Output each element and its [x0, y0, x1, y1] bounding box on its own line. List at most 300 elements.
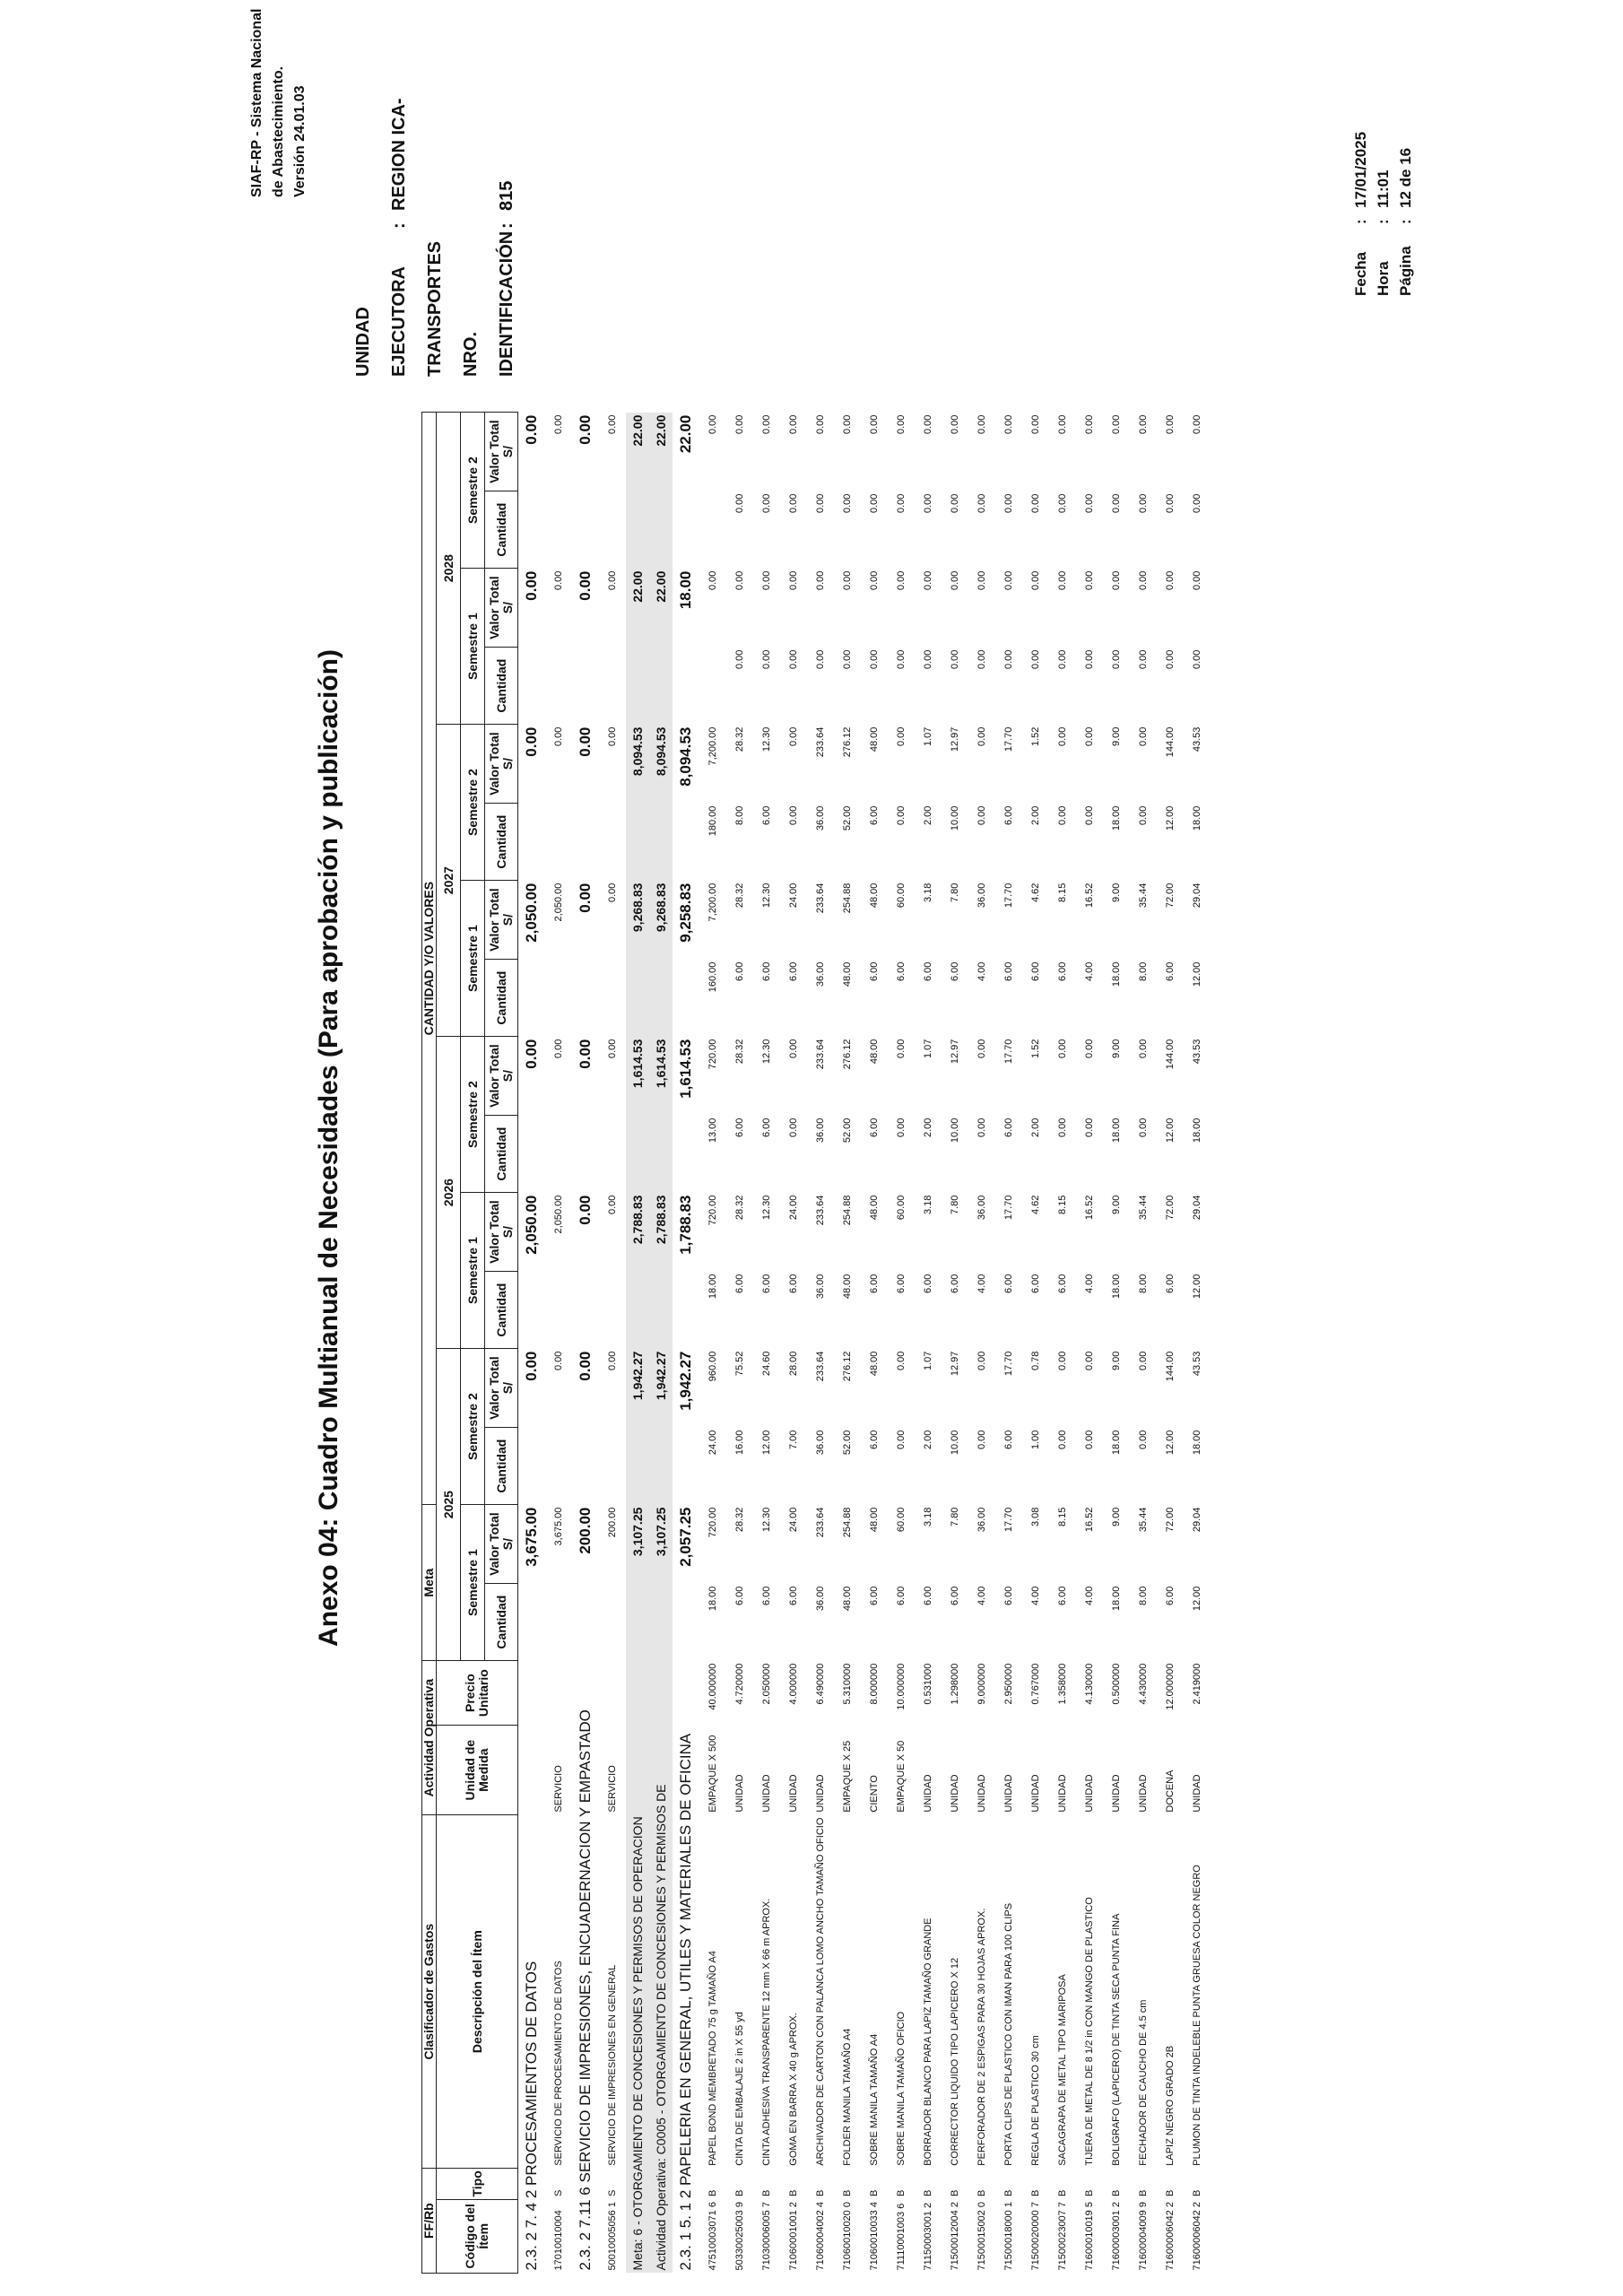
value-cell: 233.64 [815, 883, 826, 914]
quantity-cell: 18.00 [1111, 1118, 1122, 1144]
th-cantidad: Cantidad [485, 1428, 518, 1505]
quantity-cell [572, 648, 599, 725]
quantity-cell: 12.00 [1165, 805, 1176, 831]
quantity-cell: 0.00 [734, 493, 745, 514]
quantity-cell: 0.00 [1111, 493, 1122, 514]
quantity-cell [518, 648, 546, 725]
quantity-cell [599, 648, 626, 725]
value-cell: 9.00 [1111, 1195, 1122, 1215]
value-cell: 0.00 [553, 414, 564, 435]
quantity-cell: 48.00 [842, 1586, 853, 1612]
item-unit: UNIDAD [1192, 1774, 1202, 1813]
item-unit-price [545, 1661, 572, 1726]
table-row [834, 413, 861, 2274]
th-valor: Valor Total S/ [485, 569, 518, 648]
value-cell: 48.00 [869, 1039, 880, 1065]
item-code: 71060004002 4 [815, 2202, 826, 2271]
item-description: PORTA CLIPS DE PLASTICO CON IMAN PARA 100 CLIPS [1003, 1902, 1014, 2166]
quantity-cell [518, 804, 546, 881]
item-type: B [734, 2189, 745, 2197]
quantity-cell: 4.00 [1084, 961, 1095, 982]
total-cell: 1,788.83 [677, 1195, 694, 1255]
value-cell: 17.70 [1003, 1039, 1014, 1065]
th-valor: Valor Total S/ [485, 881, 518, 960]
print-info: Fecha:17/01/2025 Hora:11:01 Página:12 de 16 [1350, 132, 1417, 296]
quantity-cell: 0.00 [869, 493, 880, 514]
quantity-cell: 0.00 [1003, 649, 1014, 670]
item-description: PAPEL BOND MEMBRETADO 75 g TAMAÑO A4 [707, 1951, 718, 2166]
quantity-cell: 0.00 [896, 805, 907, 826]
th-cantidad: Cantidad [485, 648, 518, 725]
quantity-cell: 10.00 [950, 1118, 960, 1144]
quantity-cell: 0.00 [1084, 805, 1095, 826]
quantity-cell: 0.00 [788, 805, 799, 826]
quantity-cell: 6.00 [734, 1274, 745, 1294]
item-description: CINTA ADHESIVA TRANSPARENTE 12 mm X 66 m APROX. [761, 1898, 772, 2166]
quantity-cell: 0.00 [1138, 1430, 1149, 1450]
quantity-cell: 0.00 [950, 493, 960, 514]
table-row [726, 413, 753, 2274]
quantity-cell: 0.00 [976, 805, 987, 826]
quantity-cell: 6.00 [761, 805, 772, 826]
item-unit-price: 6.490000 [815, 1663, 826, 1705]
value-cell: 43.53 [1192, 1039, 1202, 1065]
value-cell: 28.32 [734, 1039, 745, 1065]
total-cell: 2,057.25 [677, 1507, 694, 1567]
value-cell: 0.00 [553, 1039, 564, 1059]
value-cell: 0.00 [1111, 570, 1122, 591]
total-cell: 0.00 [577, 570, 594, 601]
value-cell: 48.00 [869, 1507, 880, 1533]
value-cell: 0.00 [607, 883, 618, 903]
quantity-cell [649, 1116, 673, 1193]
value-cell: 7,200.00 [707, 883, 718, 922]
value-cell: 36.00 [976, 1195, 987, 1221]
item-description: REGLA DE PLASTICO 30 cm [1030, 2035, 1041, 2166]
item-code: 71500012004 2 [950, 2202, 960, 2271]
total-cell: 1,942.27 [677, 1351, 694, 1411]
section-row [673, 413, 699, 2274]
value-cell: 8.15 [1057, 1507, 1068, 1527]
item-code: 71600010019 5 [1084, 2202, 1095, 2271]
value-cell: 4.62 [1030, 883, 1041, 903]
value-cell: 0.00 [734, 570, 745, 591]
th-semester: Semestre 1 [461, 881, 485, 1037]
quantity-cell: 0.00 [815, 649, 826, 670]
item-unit: UNIDAD [788, 1774, 799, 1813]
item-unit: UNIDAD [1057, 1774, 1068, 1813]
value-cell: 0.00 [1057, 726, 1068, 747]
quantity-cell: 36.00 [815, 1118, 826, 1144]
quantity-cell [545, 960, 572, 1037]
quantity-cell [649, 491, 673, 569]
item-unit: UNIDAD [976, 1774, 987, 1813]
quantity-cell: 0.00 [1003, 493, 1014, 514]
quantity-cell: 0.00 [815, 493, 826, 514]
value-cell: 4.62 [1030, 1195, 1041, 1215]
quantity-cell [572, 1272, 599, 1349]
quantity-cell: 6.00 [788, 1586, 799, 1606]
value-cell: 17.70 [1003, 883, 1014, 909]
item-type: B [1057, 2189, 1068, 2197]
quantity-cell: 6.00 [1057, 1274, 1068, 1294]
value-cell: 72.00 [1165, 883, 1176, 909]
value-cell: 0.00 [1084, 1039, 1095, 1059]
quantity-cell: 18.00 [1111, 1430, 1122, 1456]
quantity-cell [673, 648, 699, 725]
value-cell: 0.00 [869, 570, 880, 591]
quantity-cell: 0.00 [896, 493, 907, 514]
fecha-label: Fecha [1352, 251, 1369, 296]
th-actividad: Actividad Operativa [422, 1661, 437, 1815]
total-cell: 0.00 [523, 1351, 540, 1381]
item-type: B [815, 2189, 826, 2197]
unidad-label: UNIDAD EJECUTORA [353, 266, 409, 377]
value-cell: 0.00 [976, 414, 987, 435]
quantity-cell: 18.00 [707, 1586, 718, 1612]
item-type: B [869, 2189, 880, 2197]
th-year-2027: 2027 [437, 725, 461, 1037]
quantity-cell [518, 1116, 546, 1193]
quantity-cell: 6.00 [950, 961, 960, 982]
th-cantidad: Cantidad [485, 491, 518, 569]
item-description: CORRECTOR LIQUIDO TIPO LAPICERO X 12 [950, 1957, 960, 2166]
item-type: B [976, 2189, 987, 2197]
item-type: B [761, 2189, 772, 2197]
quantity-cell: 18.00 [707, 1274, 718, 1300]
value-cell: 28.32 [734, 883, 745, 909]
quantity-cell: 6.00 [1030, 1274, 1041, 1294]
quantity-cell: 0.00 [950, 649, 960, 670]
value-cell: 75.52 [734, 1351, 745, 1377]
quantity-cell: 18.00 [1111, 961, 1122, 987]
value-cell: 16.52 [1084, 1195, 1095, 1221]
item-description: ARCHIVADOR DE CARTON CON PALANCA LOMO ANCHO TAMAÑO OFICIO [815, 1817, 826, 2166]
quantity-cell [649, 1272, 673, 1349]
th-valor: Valor Total S/ [485, 725, 518, 804]
value-cell: 2,050.00 [553, 883, 564, 922]
total-cell: 9,268.83 [626, 881, 649, 960]
quantity-cell: 160.00 [707, 961, 718, 993]
quantity-cell [545, 1428, 572, 1505]
value-cell: 0.00 [1084, 570, 1095, 591]
quantity-cell: 48.00 [842, 1274, 853, 1300]
item-unit: UNIDAD [923, 1774, 933, 1813]
total-cell: 0.00 [523, 414, 540, 445]
th-cantidad: Cantidad [485, 1116, 518, 1193]
total-cell: 0.00 [577, 883, 594, 913]
quantity-cell: 8.00 [1138, 1586, 1149, 1606]
value-cell: 0.00 [1138, 570, 1149, 591]
value-cell: 0.00 [607, 1351, 618, 1371]
table-row [1130, 413, 1157, 2274]
quantity-cell: 4.00 [976, 1586, 987, 1606]
value-cell: 0.00 [923, 414, 933, 435]
th-semester: Semestre 2 [461, 1037, 485, 1193]
quantity-cell [599, 1584, 626, 1661]
th-unidad: Unidad de Medida [437, 1726, 518, 1815]
value-cell: 3.18 [923, 883, 933, 903]
quantity-cell: 6.00 [761, 1274, 772, 1294]
value-cell: 0.00 [1003, 570, 1014, 591]
value-cell: 0.00 [607, 570, 618, 591]
quantity-cell: 6.00 [950, 1586, 960, 1606]
total-cell: 3,107.25 [626, 1505, 649, 1584]
fecha-value: 17/01/2025 [1352, 131, 1369, 208]
value-cell: 17.70 [1003, 1351, 1014, 1377]
value-cell: 0.00 [788, 414, 799, 435]
total-cell: 0.00 [577, 1351, 594, 1381]
th-cantidad-valores: CANTIDAD Y/O VALORES [422, 413, 437, 1505]
item-description: PERFORADOR DE 2 ESPIGAS PARA 30 HOJAS APROX. [976, 1908, 987, 2166]
th-valor: Valor Total S/ [485, 1037, 518, 1116]
quantity-cell: 0.00 [976, 649, 987, 670]
quantity-cell: 0.00 [761, 649, 772, 670]
section-label: 2.3. 1 5. 1 2 PAPELERIA EN GENERAL, UTILES Y MATERIALES DE OFICINA [677, 1733, 694, 2271]
quantity-cell: 0.00 [1165, 493, 1176, 514]
quantity-cell [518, 960, 546, 1037]
item-code: 71500020000 7 [1030, 2202, 1041, 2271]
total-cell: 18.00 [677, 570, 694, 610]
table-row [807, 413, 834, 2274]
quantity-cell [699, 491, 726, 569]
item-description: BOLIGRAFO (LAPICERO) DE TINTA SECA PUNTA FINA [1111, 1913, 1122, 2166]
item-unit: UNIDAD [1030, 1774, 1041, 1813]
th-cantidad: Cantidad [485, 960, 518, 1037]
value-cell: 233.64 [815, 1039, 826, 1070]
table-row [995, 413, 1022, 2274]
quantity-cell [673, 1272, 699, 1349]
value-cell: 7.80 [950, 883, 960, 903]
value-cell: 29.04 [1192, 1195, 1202, 1221]
value-cell: 12.30 [761, 883, 772, 909]
quantity-cell: 0.00 [976, 1430, 987, 1450]
quantity-cell: 36.00 [815, 961, 826, 987]
quantity-cell: 0.00 [1165, 649, 1176, 670]
value-cell: 0.00 [734, 414, 745, 435]
quantity-cell: 36.00 [815, 805, 826, 831]
item-unit-price [599, 1661, 626, 1726]
quantity-cell: 6.00 [788, 961, 799, 982]
quantity-cell: 6.00 [950, 1274, 960, 1294]
value-cell: 0.00 [1057, 1039, 1068, 1059]
item-code: 71030006005 7 [761, 2202, 772, 2271]
th-semester: Semestre 1 [461, 1193, 485, 1349]
value-cell: 720.00 [707, 1039, 718, 1070]
quantity-cell: 4.00 [1030, 1586, 1041, 1606]
value-cell: 48.00 [869, 883, 880, 909]
quantity-cell: 18.00 [1192, 805, 1202, 831]
quantity-cell: 6.00 [869, 1118, 880, 1138]
quantity-cell: 2.00 [923, 1430, 933, 1450]
item-type: B [896, 2189, 907, 2197]
value-cell: 16.52 [1084, 883, 1095, 909]
unit-info: UNIDAD EJECUTORA:REGION ICA-TRANSPORTES NRO. IDENTIFICACIÓN:815 [345, 0, 525, 377]
quantity-cell: 2.00 [923, 805, 933, 826]
item-unit: EMPAQUE X 50 [896, 1740, 907, 1813]
table-row [968, 413, 995, 2274]
item-type: B [1138, 2189, 1149, 2197]
table-row [888, 413, 915, 2274]
value-cell: 9.00 [1111, 1039, 1122, 1059]
quantity-cell [626, 1428, 649, 1505]
quantity-cell: 6.00 [1003, 1118, 1014, 1138]
value-cell: 276.12 [842, 1351, 853, 1382]
section-row [518, 413, 546, 2274]
quantity-cell: 2.00 [1030, 1118, 1041, 1138]
quantity-cell: 18.00 [1111, 1586, 1122, 1612]
th-precio: Precio Unitario [437, 1661, 518, 1726]
quantity-cell: 0.00 [1138, 493, 1149, 514]
value-cell: 0.00 [761, 570, 772, 591]
group-row [649, 413, 673, 2274]
item-code: 71600006042 2 [1192, 2202, 1202, 2271]
value-cell: 28.32 [734, 1507, 745, 1533]
value-cell: 0.00 [1084, 414, 1095, 435]
quantity-cell [626, 1584, 649, 1661]
quantity-cell [673, 960, 699, 1037]
value-cell: 3.08 [1030, 1507, 1041, 1527]
needs-table [421, 412, 1211, 2274]
quantity-cell [545, 1584, 572, 1661]
item-unit-price: 2.419000 [1192, 1663, 1202, 1705]
item-unit-price: 1.358000 [1057, 1663, 1068, 1705]
item-code: 71600006042 2 [1165, 2202, 1176, 2271]
item-unit-price: 2.950000 [1003, 1663, 1014, 1705]
quantity-cell: 6.00 [788, 1274, 799, 1294]
quantity-cell: 6.00 [1165, 1274, 1176, 1294]
value-cell: 0.00 [553, 1351, 564, 1371]
quantity-cell: 6.00 [1003, 805, 1014, 826]
value-cell: 0.00 [976, 570, 987, 591]
value-cell: 0.00 [950, 414, 960, 435]
value-cell: 17.70 [1003, 1195, 1014, 1221]
value-cell: 12.30 [761, 1507, 772, 1533]
th-semester: Semestre 1 [461, 1505, 485, 1661]
quantity-cell [626, 491, 649, 569]
quantity-cell: 18.00 [1192, 1430, 1202, 1456]
item-unit: SERVICIO [553, 1765, 564, 1813]
quantity-cell: 0.00 [896, 1430, 907, 1450]
value-cell: 233.64 [815, 726, 826, 758]
value-cell: 0.00 [1165, 414, 1176, 435]
item-unit: UNIDAD [950, 1774, 960, 1813]
quantity-cell: 52.00 [842, 805, 853, 831]
value-cell: 17.70 [1003, 1507, 1014, 1533]
quantity-cell: 8.00 [1138, 1274, 1149, 1294]
item-unit: EMPAQUE X 500 [707, 1735, 718, 1813]
quantity-cell: 4.00 [1084, 1586, 1095, 1606]
quantity-cell [699, 648, 726, 725]
quantity-cell: 18.00 [1111, 805, 1122, 831]
value-cell: 29.04 [1192, 1507, 1202, 1533]
value-cell: 276.12 [842, 726, 853, 758]
value-cell: 0.00 [707, 570, 718, 591]
value-cell: 254.88 [842, 1195, 853, 1226]
value-cell: 60.00 [896, 1507, 907, 1533]
quantity-cell [599, 804, 626, 881]
value-cell: 43.53 [1192, 1351, 1202, 1377]
item-description: TIJERA DE METAL DE 8 1/2 in CON MANGO DE PLASTICO [1084, 1897, 1095, 2166]
item-description: PLUMON DE TINTA INDELEBLE PUNTA GRUESA COLOR NEGRO [1192, 1865, 1202, 2166]
item-unit: UNIDAD [1003, 1774, 1014, 1813]
item-code: 71060010033 4 [869, 2202, 880, 2271]
quantity-cell: 12.00 [1192, 1274, 1202, 1300]
quantity-cell [626, 1272, 649, 1349]
value-cell: 233.64 [815, 1195, 826, 1226]
item-code: 71060001001 2 [788, 2202, 799, 2271]
value-cell: 0.00 [1138, 726, 1149, 747]
value-cell: 0.00 [607, 1039, 618, 1059]
quantity-cell: 8.00 [1138, 961, 1149, 982]
value-cell: 0.00 [1138, 414, 1149, 435]
item-code: 71600004009 9 [1138, 2202, 1149, 2271]
quantity-cell: 52.00 [842, 1118, 853, 1144]
value-cell: 28.32 [734, 726, 745, 752]
quantity-cell: 6.00 [896, 961, 907, 982]
total-cell: 22.00 [626, 569, 649, 648]
quantity-cell: 6.00 [923, 1586, 933, 1606]
item-unit: SERVICIO [607, 1765, 618, 1813]
total-cell: 1,614.53 [649, 1037, 673, 1116]
item-code: 71110001003 6 [896, 2203, 907, 2271]
value-cell: 0.00 [815, 414, 826, 435]
total-cell: 8,094.53 [649, 725, 673, 804]
quantity-cell: 0.00 [1057, 1118, 1068, 1138]
value-cell: 276.12 [842, 1039, 853, 1070]
item-unit-price: 0.767000 [1030, 1663, 1041, 1705]
value-cell: 24.60 [761, 1351, 772, 1377]
quantity-cell: 0.00 [1192, 493, 1202, 514]
value-cell: 60.00 [896, 1195, 907, 1221]
value-cell: 1.07 [923, 726, 933, 747]
value-cell: 48.00 [869, 726, 880, 752]
item-code: 47510003071 6 [707, 2202, 718, 2271]
th-meta: Meta [422, 1505, 437, 1661]
value-cell: 0.00 [842, 414, 853, 435]
value-cell: 3.18 [923, 1195, 933, 1215]
th-year-2025: 2025 [437, 1349, 461, 1661]
value-cell: 36.00 [976, 883, 987, 909]
item-code: 17010010004 [553, 2210, 564, 2271]
quantity-cell: 6.00 [761, 961, 772, 982]
quantity-cell [649, 804, 673, 881]
pagina-value: 12 de 16 [1397, 147, 1414, 208]
quantity-cell: 12.00 [1165, 1118, 1176, 1144]
value-cell: 0.00 [1030, 414, 1041, 435]
value-cell: 0.00 [788, 726, 799, 747]
value-cell: 3,675.00 [553, 1507, 564, 1546]
value-cell: 0.00 [976, 1351, 987, 1371]
value-cell: 1.52 [1030, 726, 1041, 747]
total-cell: 1,614.53 [626, 1037, 649, 1116]
table-row [599, 413, 626, 2274]
item-code: 71500018000 1 [1003, 2202, 1014, 2271]
value-cell: 8.15 [1057, 883, 1068, 903]
item-description: SERVICIO DE IMPRESIONES EN GENERAL [607, 1964, 618, 2166]
total-cell: 22.00 [677, 414, 694, 454]
quantity-cell [649, 1584, 673, 1661]
th-valor: Valor Total S/ [485, 1349, 518, 1428]
quantity-cell [545, 491, 572, 569]
item-description: SOBRE MANILA TAMAÑO OFICIO [896, 2011, 907, 2166]
value-cell: 0.00 [788, 1039, 799, 1059]
pagina-label: Página [1397, 246, 1414, 296]
quantity-cell: 6.00 [869, 1274, 880, 1294]
section-label: 2.3. 2 7. 4 2 PROCESAMIENTOS DE DATOS [523, 1961, 540, 2271]
group-label: Actividad Operativa: C0005 - OTORGAMIENTO DE CONCESIONES Y PERMISOS DE [649, 1661, 673, 2274]
system-header [247, 0, 311, 197]
